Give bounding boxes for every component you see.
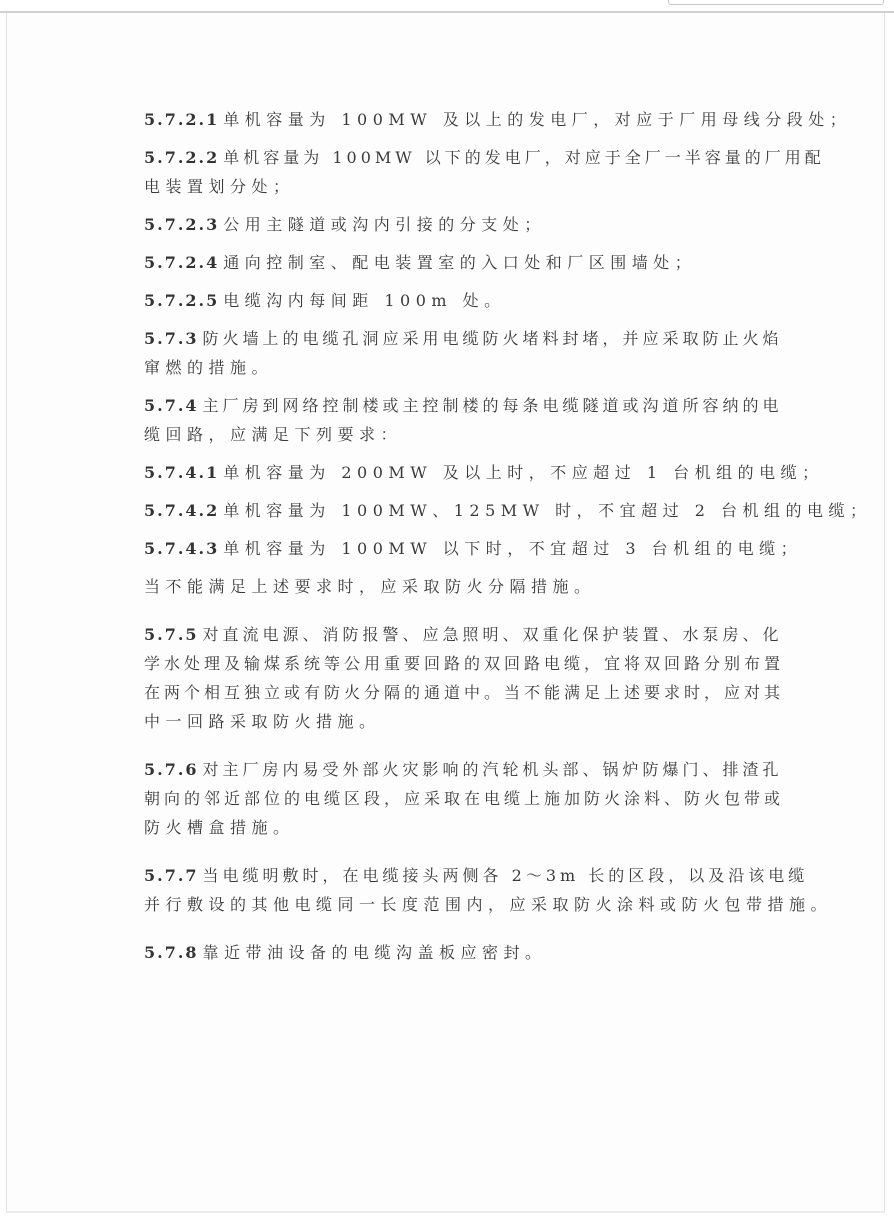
clause-paragraph xyxy=(144,210,757,239)
clause-paragraph xyxy=(144,755,785,842)
paragraph-line xyxy=(144,534,803,563)
clause-paragraph xyxy=(144,496,872,525)
clause-number: 5.7.2.1 xyxy=(144,110,220,129)
clause-paragraph xyxy=(144,572,757,601)
clause-text: 主厂房到网络控制楼或主控制楼的每条电缆隧道或沟道所容纳的电 xyxy=(202,396,783,415)
clause-text: 防火墙上的电缆孔洞应采用电缆防火堵料封堵，并应采取防止火焰 xyxy=(202,329,783,348)
clause-text: 并行敷设的其他电缆同一长度范围内，应采取防火涂料或防火包带措施。 xyxy=(144,895,833,914)
paragraph-line xyxy=(144,391,783,420)
clause-number: 5.7.5 xyxy=(144,625,199,644)
clause-text: 公用主隧道或沟内引接的分支处； xyxy=(223,215,546,234)
clause-number: 5.7.3 xyxy=(144,329,199,348)
paragraph-line xyxy=(144,353,757,382)
clause-number: 5.7.2.2 xyxy=(144,148,220,167)
clause-text: 中一回路采取防火措施。 xyxy=(144,712,381,731)
clause-number: 5.7.7 xyxy=(144,866,199,885)
top-toolbar-box xyxy=(668,0,884,5)
paragraph-line xyxy=(144,105,852,134)
paragraph-line xyxy=(144,707,757,736)
paragraph-line xyxy=(144,572,757,601)
paragraph-line xyxy=(144,286,757,315)
clause-number: 5.7.6 xyxy=(144,760,199,779)
clause-text: 单机容量为 100MW、125MW 时，不宜超过 2 台机组的电缆； xyxy=(223,501,872,520)
clause-number: 5.7.4.3 xyxy=(144,539,220,558)
paragraph-line xyxy=(144,210,757,239)
clause-paragraph xyxy=(144,861,833,919)
paragraph-line xyxy=(144,938,757,967)
clause-text: 学水处理及输煤系统等公用重要回路的双回路电缆，宜将双回路分别布置 xyxy=(144,654,785,673)
paragraph-line xyxy=(144,649,785,678)
clause-paragraph xyxy=(144,324,783,382)
clause-number: 5.7.8 xyxy=(144,943,199,962)
paragraph-line xyxy=(144,172,757,201)
clause-paragraph xyxy=(144,391,783,449)
paragraph-line xyxy=(144,143,825,172)
paragraph-line xyxy=(144,890,833,919)
clause-paragraph xyxy=(144,105,852,134)
clause-paragraph xyxy=(144,143,825,201)
clause-text: 当电缆明敷时，在电缆接头两侧各 2～3m 长的区段，以及沿该电缆 xyxy=(202,866,809,885)
clause-paragraph xyxy=(144,458,824,487)
clause-text: 单机容量为 100MW 以下时，不宜超过 3 台机组的电缆； xyxy=(223,539,803,558)
paragraph-line xyxy=(144,784,785,813)
clause-text: 单机容量为 100MW 及以上的发电厂，对应于厂用母线分段处； xyxy=(223,110,852,129)
paragraph-line xyxy=(144,324,783,353)
clause-text: 窜燃的措施。 xyxy=(144,358,274,377)
clause-text: 电缆沟内每间距 100m 处。 xyxy=(223,291,506,310)
document-page xyxy=(6,13,885,1213)
clause-text: 单机容量为 200MW 及以上时，不应超过 1 台机组的电缆； xyxy=(223,463,824,482)
clause-paragraph xyxy=(144,248,757,277)
paragraph-line xyxy=(144,678,785,707)
clause-number: 5.7.2.3 xyxy=(144,215,220,234)
clause-number: 5.7.2.4 xyxy=(144,253,220,272)
paragraph-line xyxy=(144,813,757,842)
paragraph-line xyxy=(144,458,824,487)
clause-text: 当不能满足上述要求时，应采取防火分隔措施。 xyxy=(144,577,596,596)
paragraph-line xyxy=(144,248,757,277)
clause-text: 电装置划分处； xyxy=(144,177,295,196)
clause-text: 对主厂房内易受外部火灾影响的汽轮机头部、锅炉防爆门、排渣孔 xyxy=(202,760,783,779)
clause-paragraph xyxy=(144,938,757,967)
clause-number: 5.7.4 xyxy=(144,396,199,415)
paragraph-line xyxy=(144,620,783,649)
clause-number: 5.7.4.1 xyxy=(144,463,220,482)
paragraph-line xyxy=(144,496,872,525)
clause-text: 朝向的邻近部位的电缆区段，应采取在电缆上施加防火涂料、防火包带或 xyxy=(144,789,785,808)
clause-text: 通向控制室、配电装置室的入口处和厂区围墙处； xyxy=(223,253,697,272)
paragraph-line xyxy=(144,755,783,784)
clause-text: 在两个相互独立或有防火分隔的通道中。当不能满足上述要求时，应对其 xyxy=(144,683,785,702)
clause-text: 单机容量为 100MW 以下的发电厂，对应于全厂一半容量的厂用配 xyxy=(223,148,825,167)
clause-paragraph xyxy=(144,620,785,736)
document-content xyxy=(144,105,872,986)
clause-paragraph xyxy=(144,534,803,563)
clause-paragraph xyxy=(144,286,757,315)
clause-text: 防火槽盒措施。 xyxy=(144,818,295,837)
clause-text: 缆回路，应满足下列要求： xyxy=(144,425,403,444)
clause-text: 靠近带油设备的电缆沟盖板应密封。 xyxy=(202,943,547,962)
clause-number: 5.7.2.5 xyxy=(144,291,220,310)
clause-number: 5.7.4.2 xyxy=(144,501,220,520)
paragraph-line xyxy=(144,420,757,449)
clause-text: 对直流电源、消防报警、应急照明、双重化保护装置、水泵房、化 xyxy=(202,625,783,644)
paragraph-line xyxy=(144,861,809,890)
